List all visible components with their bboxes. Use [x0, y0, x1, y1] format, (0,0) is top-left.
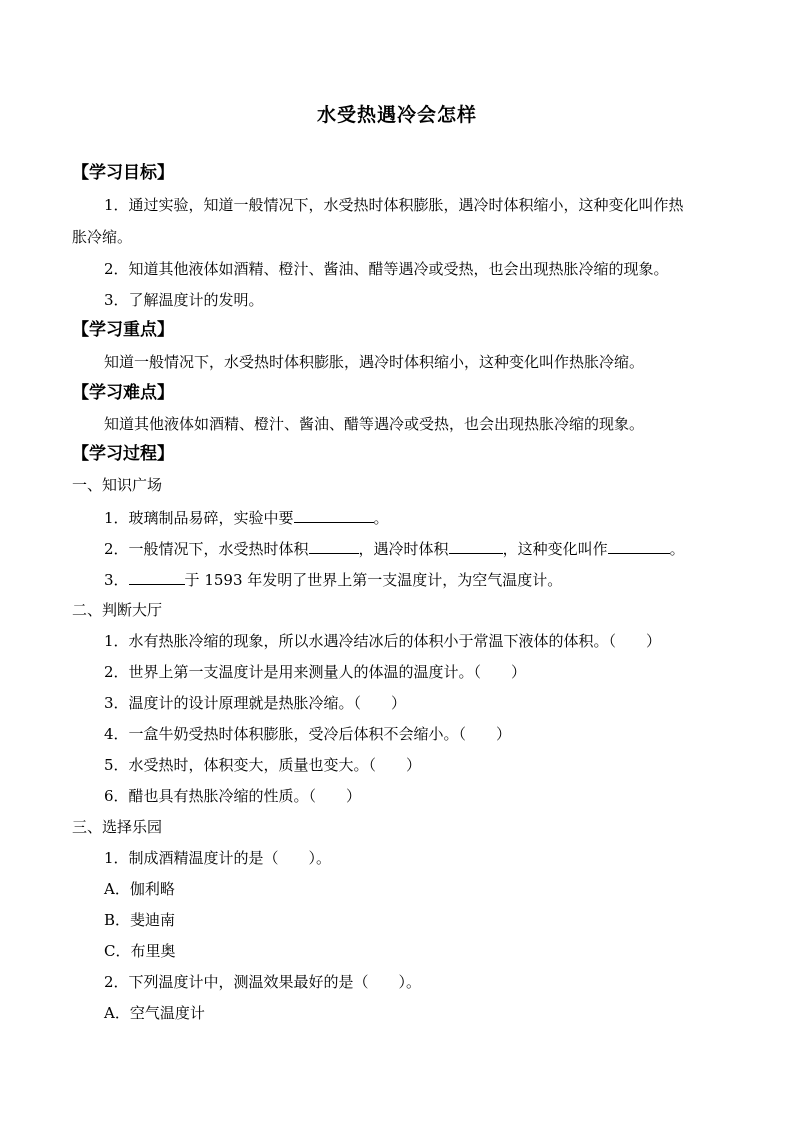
goals-heading: 【学习目标】	[72, 163, 174, 183]
choice-option-a: A．伽利略	[104, 880, 175, 898]
answer-blank[interactable]	[608, 538, 670, 554]
fill-question-2-text-c: ，这种变化叫作	[502, 540, 608, 558]
part1-heading: 一、知识广场	[72, 476, 163, 494]
answer-blank[interactable]	[309, 538, 359, 554]
fill-question-2	[104, 538, 685, 559]
fill-question-3-text: 于 1593 年发明了世界上第一支温度计，为空气温度计。	[184, 571, 563, 589]
goal-item-1: 1．通过实验，知道一般情况下，水受热时体积膨胀，遇冷时体积缩小，这种变化叫作热	[104, 196, 684, 214]
difficulty-heading: 【学习难点】	[72, 383, 174, 403]
judge-item-4: 4．一盒牛奶受热时体积膨胀，受冷后体积不会缩小。（ ）	[104, 725, 512, 743]
judge-item-3: 3．温度计的设计原理就是热胀冷缩。（ ）	[104, 694, 407, 712]
choice-option-a: A．空气温度计	[104, 1004, 205, 1022]
process-heading: 【学习过程】	[72, 444, 174, 464]
choice-option-c: C．布里奥	[104, 942, 176, 960]
goal-item-2: 2．知道其他液体如酒精、橙汁、酱油、醋等遇冷或受热，也会出现热胀冷缩的现象。	[104, 260, 669, 278]
choice-question-2: 2．下列温度计中，测温效果最好的是（ ）。	[104, 973, 422, 991]
judge-item-6: 6．醋也具有热胀冷缩的性质。（ ）	[104, 787, 362, 805]
fill-question-2-end: 。	[669, 540, 685, 558]
answer-blank[interactable]	[294, 507, 374, 523]
key-text: 知道一般情况下，水受热时体积膨胀，遇冷时体积缩小，这种变化叫作热胀冷缩。	[104, 353, 645, 371]
fill-question-1-text: 1．玻璃制品易碎，实验中要	[104, 509, 294, 527]
fill-question-3	[104, 569, 562, 590]
fill-question-2-text-b: ，遇冷时体积	[358, 540, 449, 558]
page-title: 水受热遇冷会怎样	[316, 104, 477, 126]
fill-question-1	[104, 507, 389, 528]
part2-heading: 二、判断大厅	[72, 601, 163, 619]
judge-item-2: 2．世界上第一支温度计是用来测量人的体温的温度计。（ ）	[104, 663, 527, 681]
key-heading: 【学习重点】	[72, 320, 174, 340]
answer-blank[interactable]	[449, 538, 503, 554]
answer-blank[interactable]	[129, 569, 185, 585]
judge-item-5: 5．水受热时，体积变大，质量也变大。（ ）	[104, 756, 422, 774]
fill-question-3-number: 3．	[104, 571, 129, 589]
fill-question-1-end: 。	[373, 509, 389, 527]
difficulty-text: 知道其他液体如酒精、橙汁、酱油、醋等遇冷或受热，也会出现热胀冷缩的现象。	[104, 415, 645, 433]
goal-item-3: 3．了解温度计的发明。	[104, 291, 264, 309]
goal-item-1-continued: 胀冷缩。	[72, 228, 133, 246]
judge-item-1: 1．水有热胀冷缩的现象，所以水遇冷结冰后的体积小于常温下液体的体积。（ ）	[104, 632, 662, 650]
choice-option-b: B．斐迪南	[104, 911, 176, 929]
fill-question-2-text-a: 2．一般情况下，水受热时体积	[104, 540, 309, 558]
part3-heading: 三、选择乐园	[72, 818, 163, 836]
choice-question-1: 1．制成酒精温度计的是（ ）。	[104, 849, 332, 867]
